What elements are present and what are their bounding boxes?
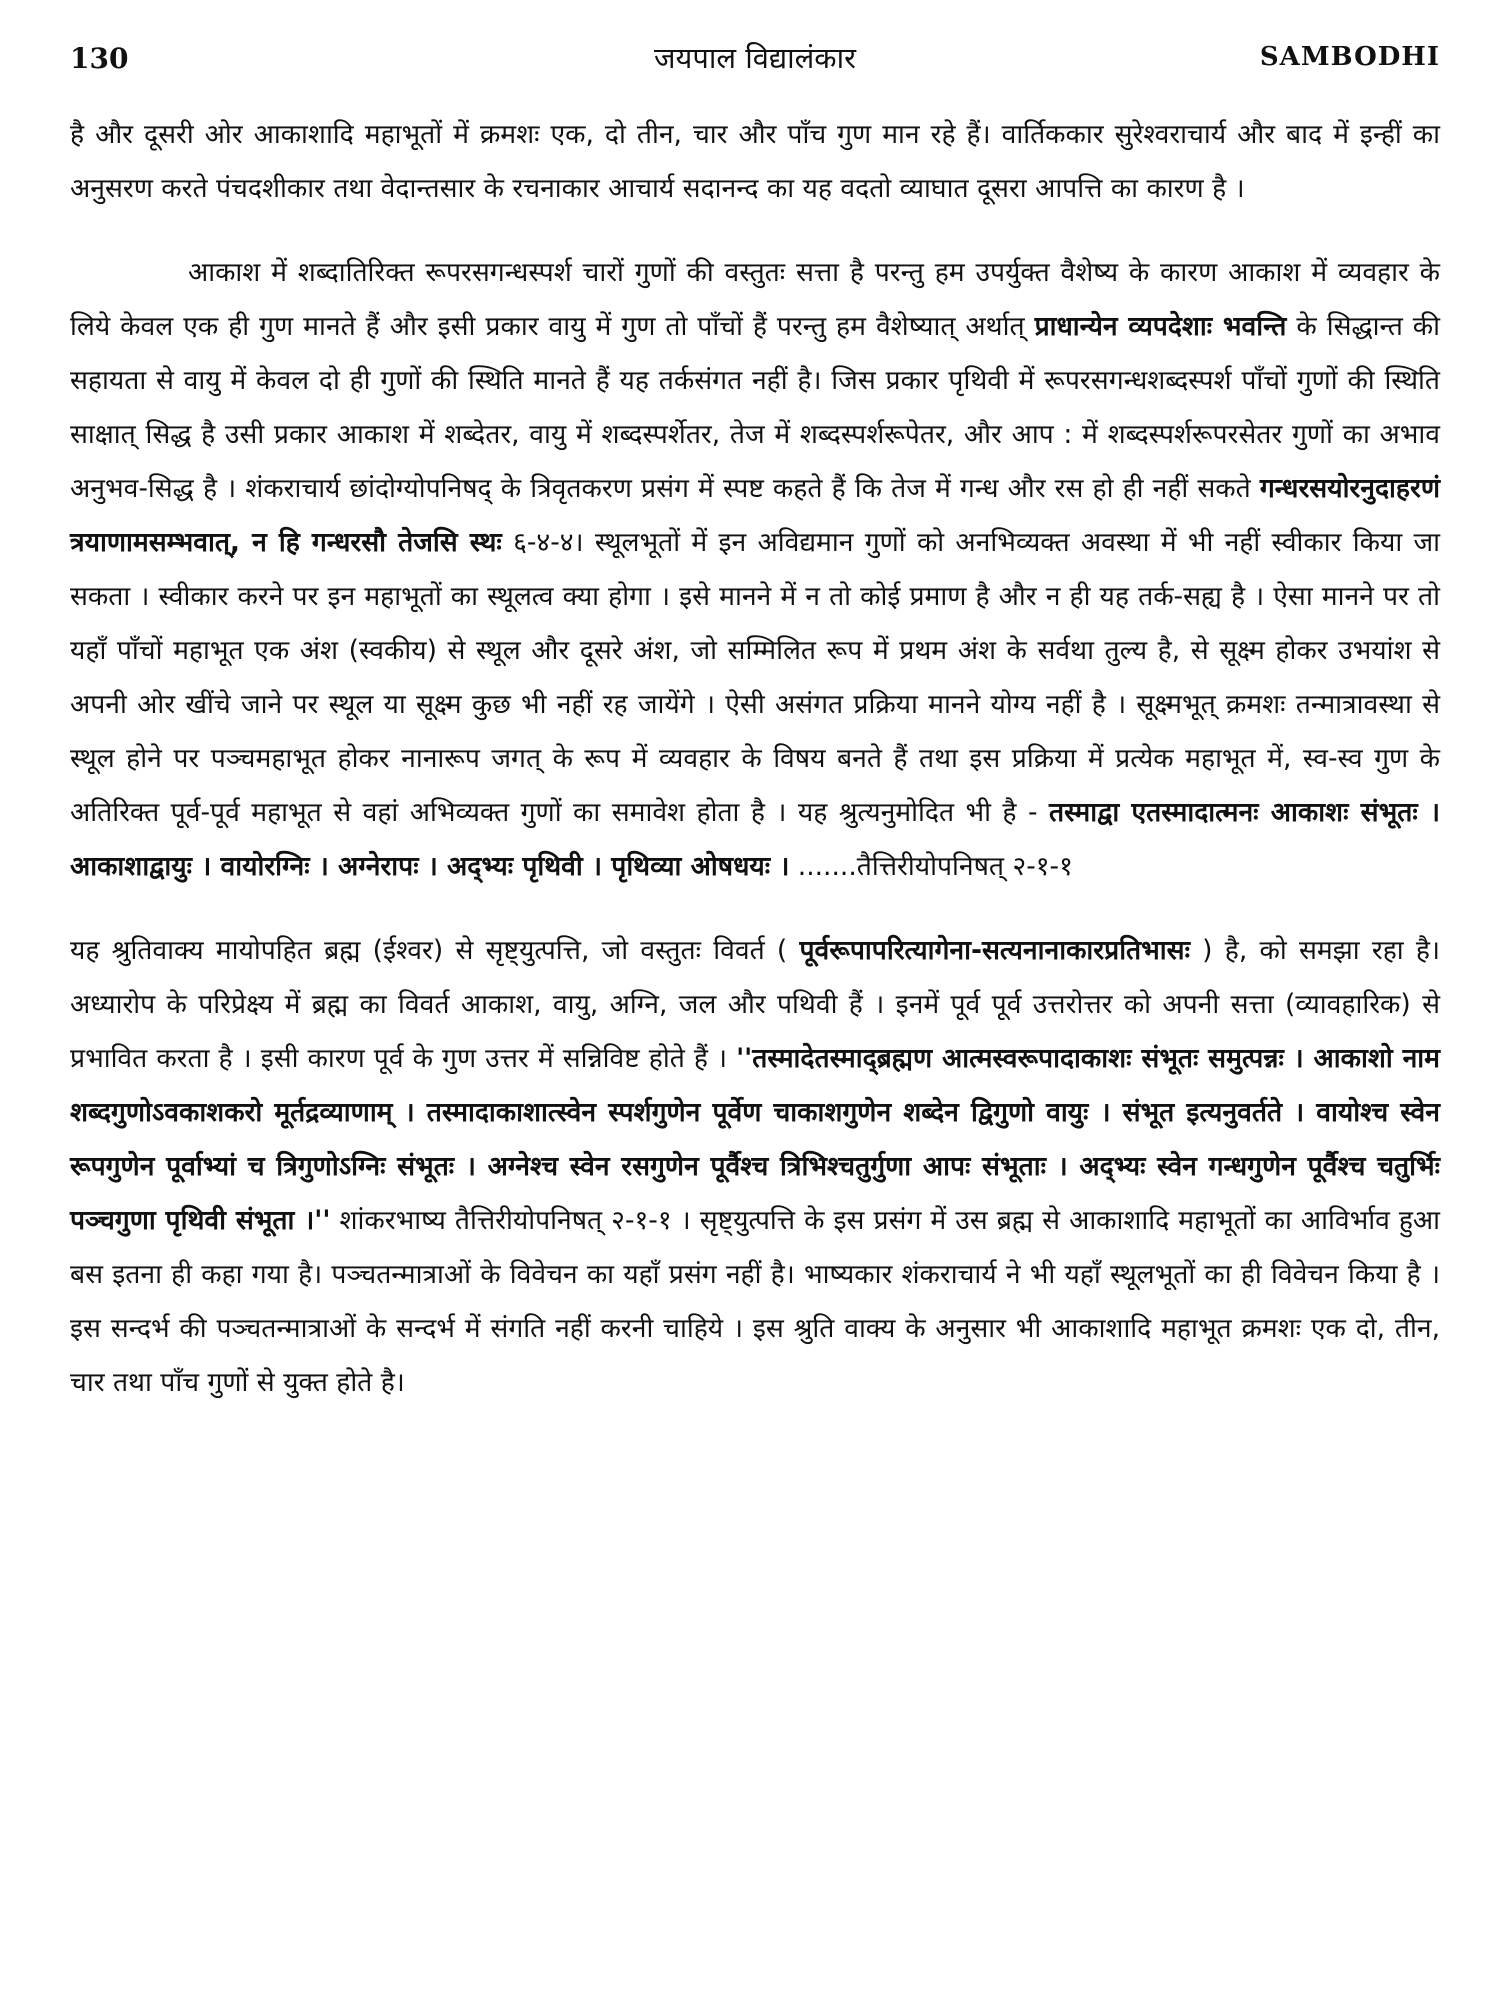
running-title: जयपाल विद्यालंकार <box>654 41 856 75</box>
bold-quote: तस्माद्वा एतस्मादात्मनः आकाशः संभूतः । आकाशाद्वायुः । वायोरग्निः । अग्नेरापः । अद्भ्यः पृथिवी । पृथिव्या ओषधयः । <box>70 797 1440 882</box>
document-page <box>70 38 1440 1410</box>
text-span: ) है, को समझा रहा है। अध्यारोप के परिप्रेक्ष्य में ब्रह्म का विवर्त आकाश, वायु, अग्नि, जल और पथिवी हैं । इनमें पूर्व पूर्व उत्तरोत्तर को अपनी सत्ता (व्यावहारिक) से प्रभावित करता है । इसी कारण पूर्व के गुण उत्तर में सन्निविष्ट होते हैं । <box>70 935 1440 1074</box>
paragraph-1 <box>70 108 1440 216</box>
text-span: है और दूसरी ओर आकाशादि महाभूतों में क्रमशः एक, दो तीन, चार और पाँच गुण मान रहे हैं। वार्तिककार सुरेश्वराचार्य और बाद में इन्हीं का अनुसरण करते पंचदशीकार तथा वेदान्तसार के रचनाकार आचार्य सदानन्द का यह वदतो व्याघात दूसरा आपत्ति का कारण है । <box>70 119 1440 204</box>
text-span: ६-४-४। स्थूलभूतों में इन अविद्यमान गुणों को अनभिव्यक्त अवस्था में भी नहीं स्वीकार किया जा सकता । स्वीकार करने पर इन महाभूतों का स्थूलत्व क्या होगा । इसे मानने में न तो कोई प्रमाण है और न ही यह तर्क-सह्य है । ऐसा मानने पर तो यहाँ पाँचों महाभूत एक अंश (स्वकीय) से स्थूल और दूसरे अंश, जो सम्मिलित रूप में प्रथम अंश के सर्वथा तुल्य है, से सूक्ष्म होकर उभयांश से अपनी ओर खींचे जाने पर स्थूल या सूक्ष्म कुछ भी नहीं रह जायेंगे । ऐसी असंगत प्रक्रिया मानने योग्य नहीं है । सूक्ष्मभूत् क्रमशः तन्मात्रावस्था से स्थूल होने पर पञ्चमहाभूत होकर नानारूप जगत् के रूप में व्यवहार के विषय बनते हैं तथा इस प्रक्रिया में प्रत्येक महाभूत में, स्व-स्व गुण के अतिरिक्त पूर्व-पूर्व महाभूत से वहां अभिव्यक्त गुणों का समावेश होता है । यह श्रुत्यनुमोदित भी है - <box>70 527 1440 828</box>
body-text <box>70 108 1440 1410</box>
text-span: के सिद्धान्त की सहायता से वायु में केवल दो ही गुणों की स्थिति मानते हैं यह तर्कसंगत नहीं है। जिस प्रकार पृथिवी में रूपरसगन्धशब्दस्पर्श पाँचों गुणों की स्थिति साक्षात् सिद्ध है उसी प्रकार आकाश में शब्देतर, वायु में शब्दस्पर्शेतर, तेज में शब्दस्पर्शरूपेतर, और आप : में शब्दस्पर्शरूपरसेतर गुणों का अभाव अनुभव-सिद्ध है । शंकराचार्य छांदोग्योपनिषद् के त्रिवृतकरण प्रसंग में स्पष्ट कहते हैं कि तेज में गन्ध और रस हो ही नहीं सकते <box>70 311 1441 504</box>
bold-quote: ''तस्मादेतस्माद्ब्रह्मण आत्मस्वरूपादाकाशः संभूतः समुत्पन्नः । आकाशो नाम शब्दगुणोऽवकाशकरो मूर्तद्रव्याणाम् । तस्मादाकाशात्स्वेन स्पर्शगुणेन पूर्वेण चाकाशगुणेन शब्देन द्विगुणो वायुः । संभूत इत्यनुवर्तते । वायोश्च स्वेन रूपगुणेन पूर्वाभ्यां च त्रिगुणोऽग्निः संभूतः । अग्नेश्च स्वेन रसगुणेन पूर्वैश्च त्रिभिश्चतुर्गुणा आपः संभूताः । अद्भ्यः स्वेन गन्धगुणेन पूर्वैश्च चतुर्भिः पञ्चगुणा पृथिवी संभूता ।'' <box>70 1043 1440 1236</box>
bold-quote: गन्धरसयोरनुदाहरणं त्रयाणामसम्भवात्, न हि गन्धरसौ तेजसि स्थः <box>70 473 1440 558</box>
paragraph-3 <box>70 924 1440 1410</box>
citation: .......तैत्तिरीयोपनिषत् २-१-१ <box>789 851 1073 882</box>
bold-quote: पूर्वरूपापरित्यागेना-सत्यनानाकारप्रतिभासः <box>799 935 1190 966</box>
bold-quote: प्राधान्येन व्यपदेशाः भवन्ति <box>1034 311 1287 342</box>
page-header <box>70 38 1440 88</box>
paragraph-2 <box>70 246 1440 894</box>
page-number: 130 <box>70 42 129 75</box>
text-span: आकाश में शब्दातिरिक्त रूपरसगन्धस्पर्श चारों गुणों की वस्तुतः सत्ता है परन्तु हम उपर्युक्त वैशेष्य के कारण आकाश में व्यवहार के लिये केवल एक ही गुण मानते हैं और इसी प्रकार वायु में गुण तो पाँचों हैं परन्तु हम वैशेष्यात् अर्थात् <box>70 257 1440 342</box>
journal-name: SAMBODHI <box>1259 42 1440 72</box>
text-span: यह श्रुतिवाक्य मायोपहित ब्रह्म (ईश्वर) से सृष्ट्युत्पत्ति, जो वस्तुतः विवर्त ( <box>70 935 800 966</box>
text-span: शांकरभाष्य तैत्तिरीयोपनिषत् २-१-१ । सृष्ट्युत्पत्ति के इस प्रसंग में उस ब्रह्म से आकाशादि महाभूतों का आविर्भाव हुआ बस इतना ही कहा गया है। पञ्चतन्मात्राओं के विवेचन का यहाँ प्रसंग नहीं है। भाष्यकार शंकराचार्य ने भी यहाँ स्थूलभूतों का ही विवेचन किया है । इस सन्दर्भ की पञ्चतन्मात्राओं के सन्दर्भ में संगति नहीं करनी चाहिये । इस श्रुति वाक्य के अनुसार भी आकाशादि महाभूत क्रमशः एक दो, तीन, चार तथा पाँच गुणों से युक्त होते है। <box>70 1205 1440 1398</box>
